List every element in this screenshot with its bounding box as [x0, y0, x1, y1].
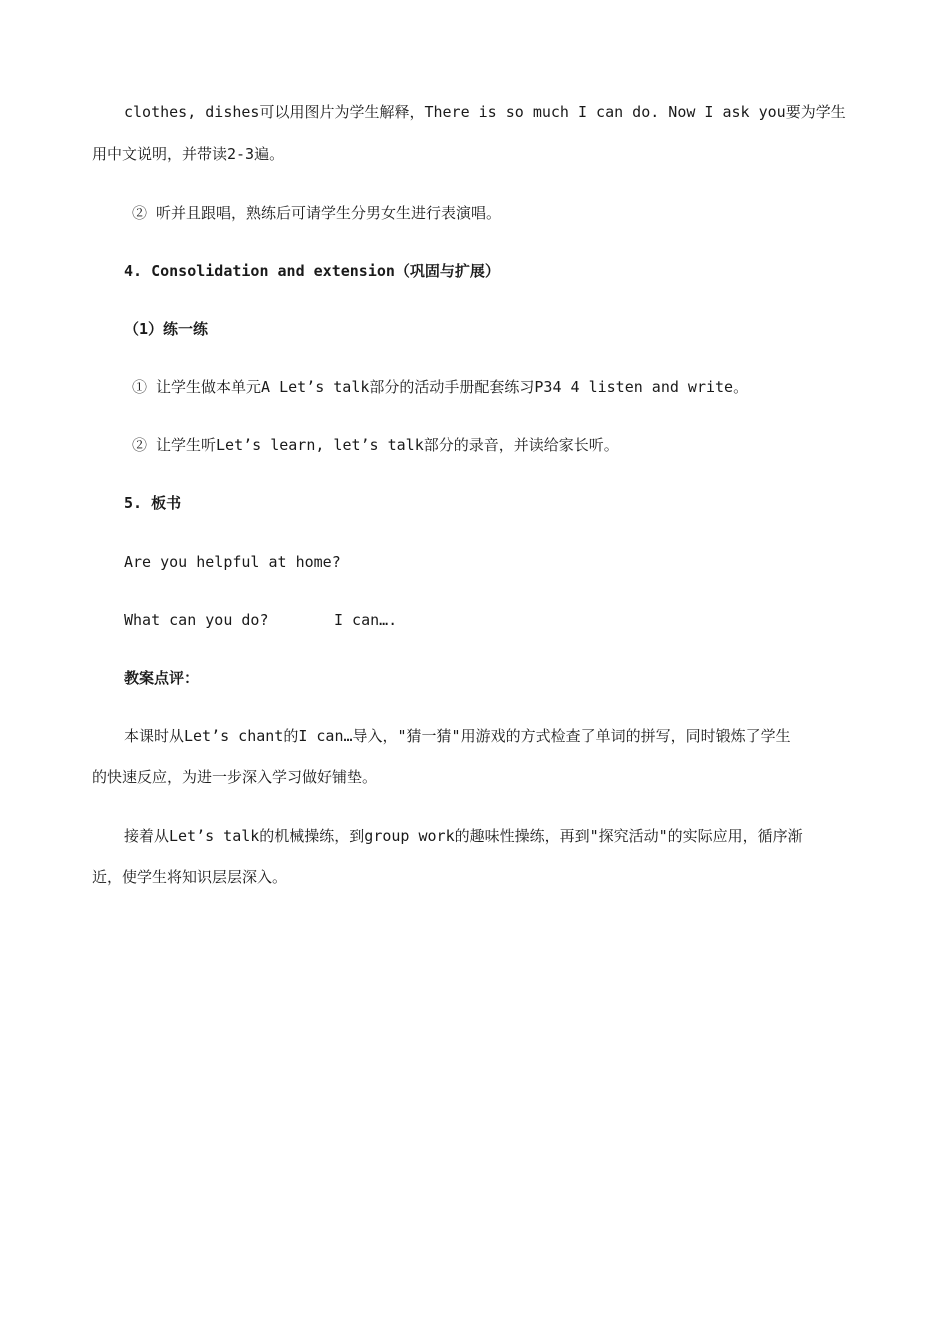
paragraph-4: ② 让学生听Let’s learn, let’s talk部分的录音，并读给家长听。: [132, 436, 619, 454]
subsection-heading-1: （1）练一练: [124, 320, 209, 338]
review-title: 教案点评：: [124, 669, 200, 687]
section-heading-4: 4. Consolidation and extension（巩固与扩展）: [124, 262, 500, 280]
paragraph-2: ② 听并且跟唱，熟练后可请学生分男女生进行表演唱。: [132, 204, 502, 222]
review-paragraph-2-line-1: 接着从Let’s talk的机械操练，到group work的趣味性操练，再到"探究活动"的实际应用，循序渐: [124, 827, 803, 845]
review-paragraph-2-line-2: 近，使学生将知识层层深入。: [92, 868, 288, 886]
paragraph-3: ① 让学生做本单元A Let’s talk部分的活动手册配套练习P34 4 listen and write。: [132, 378, 749, 396]
board-line-1: Are you helpful at home?: [124, 553, 341, 571]
paragraph-1-line-2: 用中文说明，并带读2-3遍。: [92, 145, 285, 163]
review-paragraph-1-line-2: 的快速反应，为进一步深入学习做好铺垫。: [92, 768, 378, 786]
review-paragraph-1-line-1: 本课时从Let’s chant的I can…导入，"猜一猜"用游戏的方式检查了单词的拼写，同时锻炼了学生: [124, 727, 791, 745]
board-line-2-answer: I can….: [334, 611, 398, 629]
section-heading-5: 5. 板书: [124, 494, 182, 512]
paragraph-1-line-1: clothes, dishes可以用图片为学生解释，There is so much I can do. Now I ask you要为学生: [124, 103, 846, 121]
board-line-2-question: What can you do?: [124, 611, 269, 629]
